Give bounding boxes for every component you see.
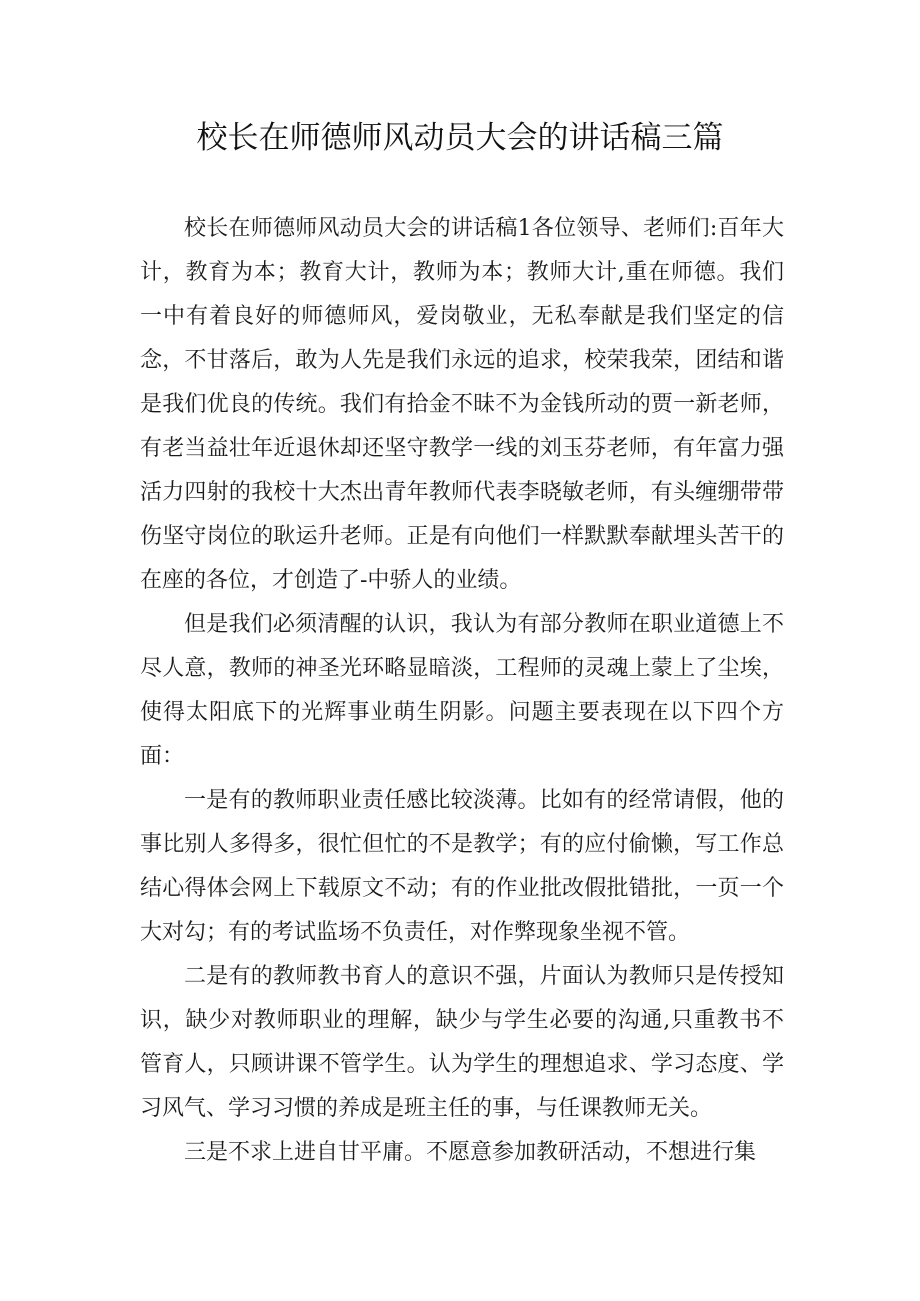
paragraph-1: 校长在师德师风动员大会的讲话稿1各位领导、老师们:百年大计，教育为本；教育大计，教师为本；教师大计,重在师德。我们一中有着良好的师德师风，爱岗敬业，无私奉献是我们坚定的信念，不甘落后，敢为人先是我们永远的追求，校荣我荣，团结和谐是我们优良的传统。我们有拾金不昧不为金钱所动的贾一新老师，有老当益壮年近退休却还坚守教学一线的刘玉芬老师，有年富力强活力四射的我校十大杰出青年教师代表李晓敏老师，有头缠绷带带伤坚守岗位的耿运升老师。正是有向他们一样默默奉献埋头苦干的在座的各位，才创造了-中骄人的业绩。 <box>140 216 784 593</box>
paragraph-3: 一是有的教师职业责任感比较淡薄。比如有的经常请假，他的事比别人多得多，很忙但忙的不是教学；有的应付偷懒，写工作总结心得体会网上下载原文不动；有的作业批改假批错批，一页一个大对勾；有的考试监场不负责任，对作弊现象坐视不管。 <box>140 788 784 945</box>
paragraph-5: 三是不求上进自甘平庸。不愿意参加教研活动，不想进行集 <box>184 1140 757 1165</box>
document-title: 校长在师德师风动员大会的讲话稿三篇 <box>196 120 724 156</box>
document-body <box>140 207 784 1175</box>
paragraph-4: 二是有的教师教书育人的意识不强，片面认为教师只是传授知识，缺少对教师职业的理解，缺少与学生必要的沟通,只重教书不管育人，只顾讲课不管学生。认为学生的理想追求、学习态度、学习风气、学习习惯的养成是班主任的事，与任课教师无关。 <box>140 964 784 1121</box>
paragraph-2: 但是我们必须清醒的认识，我认为有部分教师在职业道德上不尽人意，教师的神圣光环略显暗淡，工程师的灵魂上蒙上了尘埃，使得太阳底下的光辉事业萌生阴影。问题主要表现在以下四个方面： <box>140 612 784 769</box>
